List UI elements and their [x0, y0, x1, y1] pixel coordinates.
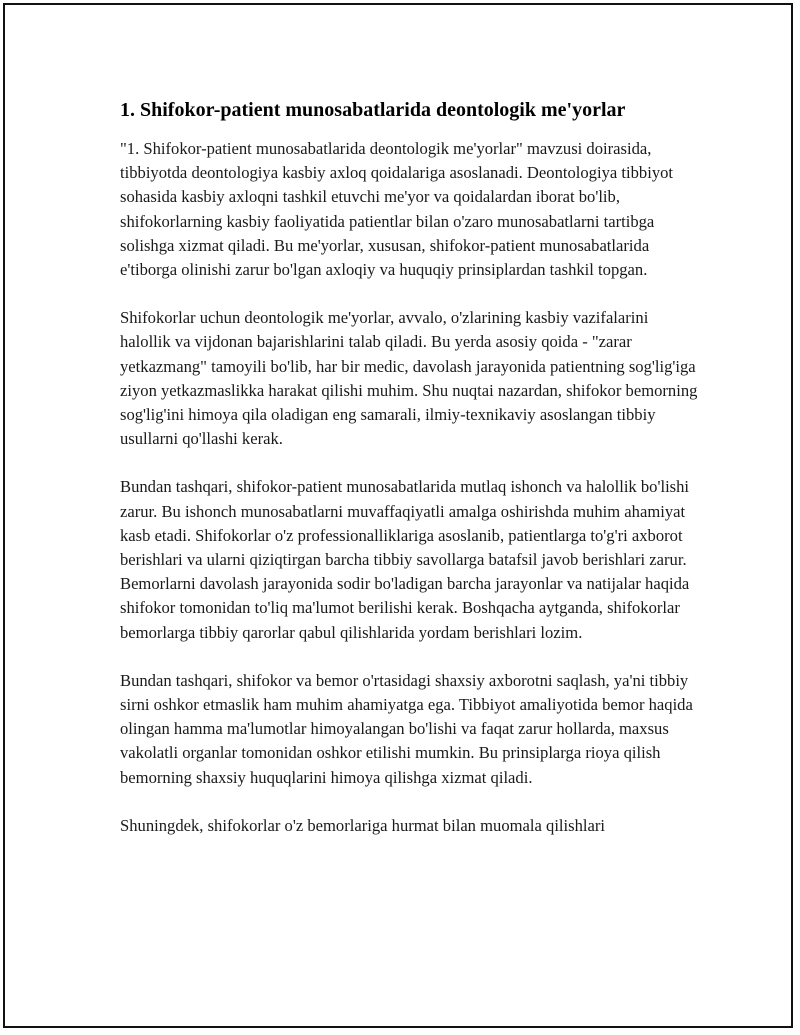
- paragraph-1: "1. Shifokor-patient munosabatlarida deontologik me'yorlar" mavzusi doirasida, tibbiyotda deontologiya kasbiy axloq qoidalariga asoslanadi. Deontologiya tibbiyot sohasida kasbiy axloqni tashkil etuvchi me'yor va qoidalardan iborat bo'lib, shifokorlarning kasbiy faoliyatida patientlar bilan o'zaro munosabatlarni tartibga solishga xizmat qiladi. Bu me'yorlar, xususan, shifokor-patient munosabatlarida e'tiborga olinishi zarur bo'lgan axloqiy va huquqiy prinsiplardan tashkil topgan.: [120, 139, 674, 280]
- document-title: 1. Shifokor-patient munosabatlarida deontologik me'yorlar: [120, 99, 626, 121]
- paragraph-3: Bundan tashqari, shifokor-patient munosabatlarida mutlaq ishonch va halollik bo'lishi zarur. Bu ishonch munosabatlarni muvaffaqiyatli amalga oshirishda muhim ahamiyat kasb etadi. Shifokorlar o'z professionalliklariga asoslanib, patientlarga to'g'ri axborot berishlari va ularni qiziqtirgan barcha tibbiy savollarga batafsil javob berishlari zarur. Bemorlarni davolash jarayonida sodir bo'ladigan barcha jarayonlar va natijalar haqida shifokor tomonidan to'liq ma'lumot berilishi kerak. Boshqacha aytganda, shifokorlar bemorlarga tibbiy qarorlar qabul qilishlarida yordam berishlari lozim.: [120, 477, 690, 642]
- document-body: [120, 97, 700, 862]
- page-frame: [3, 3, 793, 1028]
- paragraph-5: Shuningdek, shifokorlar o'z bemorlariga hurmat bilan muomala qilishlari: [120, 815, 606, 835]
- paragraph-2: Shifokorlar uchun deontologik me'yorlar, avvalo, o'zlarining kasbiy vazifalarini halollik va vijdonan bajarishlarini talab qiladi. Bu yerda asosiy qoida - "zarar yetkazmang" tamoyili bo'lib, har bir medic, davolash jarayonida patientning sog'lig'iga ziyon yetkazmaslikka harakat qilishi muhim. Shu nuqtai nazardan, shifokor bemorning sog'lig'ini himoya qila oladigan eng samarali, ilmiy-texnikaviy asoslangan tibbiy usullarni qo'llashi kerak.: [120, 308, 698, 449]
- paragraph-4: Bundan tashqari, shifokor va bemor o'rtasidagi shaxsiy axborotni saqlash, ya'ni tibbiy sirni oshkor etmaslik ham muhim ahamiyatga ega. Tibbiyot amaliyotida bemor haqida olingan hamma ma'lumotlar himoyalangan bo'lishi va faqat zarur hollarda, maxsus vakolatli organlar tomonidan oshkor etilishi mumkin. Bu prinsiplarga rioya qilish bemorning shaxsiy huquqlarini himoya qilishga xizmat qiladi.: [120, 670, 693, 787]
